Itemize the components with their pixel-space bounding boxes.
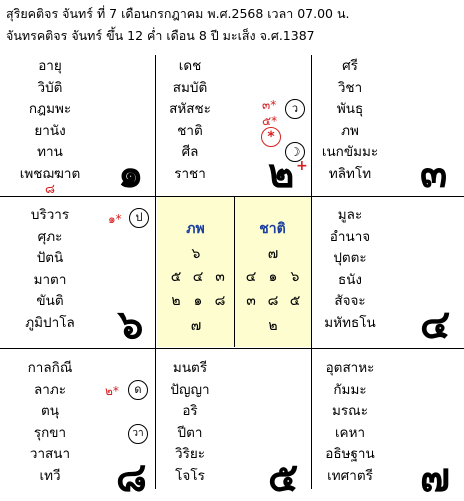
solar-date-line: สุริยคติจร จันทร์ ที่ 7 เดือนกรกฎาคม พ.ศ.2568 เวลา 07.00 น.: [6, 6, 350, 21]
center-right-top: ๗: [267, 246, 279, 262]
center-cell: ๕: [170, 269, 182, 285]
house-item: ปุตตะ: [333, 250, 367, 266]
center-cell: ๘: [214, 293, 226, 309]
center-cell: ๔: [192, 269, 204, 285]
house-item: กาลกิณี: [27, 360, 73, 376]
house-item: วิริยะ: [175, 446, 205, 462]
center-cell: ๓: [215, 269, 225, 285]
house-item: เทวี: [39, 467, 61, 484]
house-7-list: [300, 358, 400, 487]
house-item: มรณะ: [332, 403, 368, 419]
house-item: มาตา: [33, 271, 67, 288]
planet-label: ๑*: [108, 212, 122, 226]
house-item: ภูมิปาโล: [25, 314, 75, 331]
center-cell: ๒: [171, 293, 181, 309]
center-panel: [157, 197, 311, 347]
house-item: วาสนา: [29, 446, 71, 462]
house-item: มนตรี: [172, 360, 208, 376]
house-item: เคหา: [334, 424, 366, 441]
center-cell: ๘: [267, 293, 279, 309]
house-4-number: ๔: [420, 302, 451, 348]
house-8-number: ๘: [116, 455, 147, 501]
house-item: ศรี: [342, 58, 358, 74]
house-item: ราชา: [174, 165, 206, 182]
house-4-list: [300, 205, 400, 334]
house-item: ปัตนิ: [36, 250, 64, 266]
center-right-bottom: ๒: [268, 318, 278, 334]
center-right-title: ชาติ: [259, 221, 286, 237]
house-item: ศุภะ: [37, 228, 63, 245]
planet-symbol-icon: ด: [128, 380, 148, 400]
star-planet-icon: *: [261, 127, 281, 147]
house-item: ปัญญา: [170, 381, 210, 398]
house-item: มูละ: [337, 207, 363, 223]
house-item: เนกขัมมะ: [321, 144, 379, 160]
house-1-list: [0, 56, 100, 185]
planet-symbol-icon: ป: [129, 208, 149, 228]
house-item: ยานัง: [34, 122, 66, 139]
center-cell: ๖: [290, 269, 300, 285]
center-cell: ๕: [289, 293, 301, 309]
moon-planet-icon: ☽: [285, 142, 305, 162]
house-6-list: [0, 205, 100, 334]
house-item: เดช: [178, 58, 202, 74]
house-item: ตนุ: [41, 403, 59, 419]
house-item: อุตสาหะ: [325, 360, 375, 376]
center-cell: ๑: [193, 293, 203, 309]
house-2-list: [140, 56, 240, 185]
planet-symbol-icon: ว: [285, 99, 305, 119]
house-item: รุกขา: [33, 424, 67, 441]
house-item: ทลิทโท: [328, 165, 372, 182]
house-item: พันธุ: [336, 101, 364, 117]
house-3-list: [300, 56, 400, 185]
grid-line: [0, 348, 464, 349]
house-item: บริวาร: [30, 207, 70, 223]
planet-label: ๒*: [105, 384, 119, 398]
house-item: ศีล: [181, 144, 199, 160]
house-item: เพชฌฆาต: [19, 165, 81, 182]
house-item: อริ: [182, 403, 198, 419]
house-1-number: ๑: [118, 151, 144, 197]
house-5-number: ๕: [268, 455, 299, 501]
house-item: กฎมพะ: [28, 101, 72, 117]
planet-label: ๕*: [262, 114, 278, 128]
house-item: สัจจะ: [334, 293, 366, 309]
house-2-suffix: +: [296, 158, 308, 174]
house-item: ลาภะ: [33, 381, 66, 398]
house-item: วิชา: [337, 79, 363, 96]
lunar-date-line: จันทรคติจร จันทร์ ขึ้น 12 ค่ำ เดือน 8 ปี มะเส็ง จ.ศ.1387: [6, 28, 315, 43]
center-left-title: ภพ: [186, 221, 205, 237]
planet-label: ๓*: [262, 98, 277, 112]
house-1-marker: ๘: [45, 182, 56, 197]
house-item: สหัสชะ: [169, 101, 211, 117]
center-cell: ๑: [268, 269, 278, 285]
house-item: วิบัติ: [37, 79, 63, 96]
house-8-list: [0, 358, 100, 487]
house-item: สมบัติ: [172, 79, 208, 96]
house-2-number: ๒: [268, 151, 295, 197]
house-item: กัมมะ: [333, 381, 367, 398]
center-cell: ๔: [245, 269, 257, 285]
house-item: มหัทธโน: [324, 314, 376, 331]
center-cell: ๓: [246, 293, 256, 309]
planet-symbol-icon: วา: [128, 424, 148, 444]
center-left-bottom: ๗: [190, 318, 202, 334]
house-7-number: ๗: [420, 455, 451, 501]
house-3-number: ๓: [420, 151, 448, 197]
house-item: อายุ: [38, 58, 62, 74]
house-item: ขันติ: [36, 293, 64, 309]
house-item: ทาน: [37, 144, 63, 160]
house-item: อำนาจ: [329, 228, 371, 245]
house-5-list: [140, 358, 240, 487]
house-item: โจโร: [175, 467, 205, 484]
house-6-number: ๖: [118, 302, 144, 348]
house-item: ปีตา: [177, 424, 203, 441]
house-item: ชาติ: [177, 122, 203, 139]
house-item: เทศาตรี: [327, 467, 373, 484]
center-left-top: ๖: [191, 246, 201, 262]
house-item: ภพ: [341, 122, 359, 139]
house-item: อธิษฐาน: [325, 446, 375, 462]
house-item: ธนัง: [337, 271, 363, 288]
